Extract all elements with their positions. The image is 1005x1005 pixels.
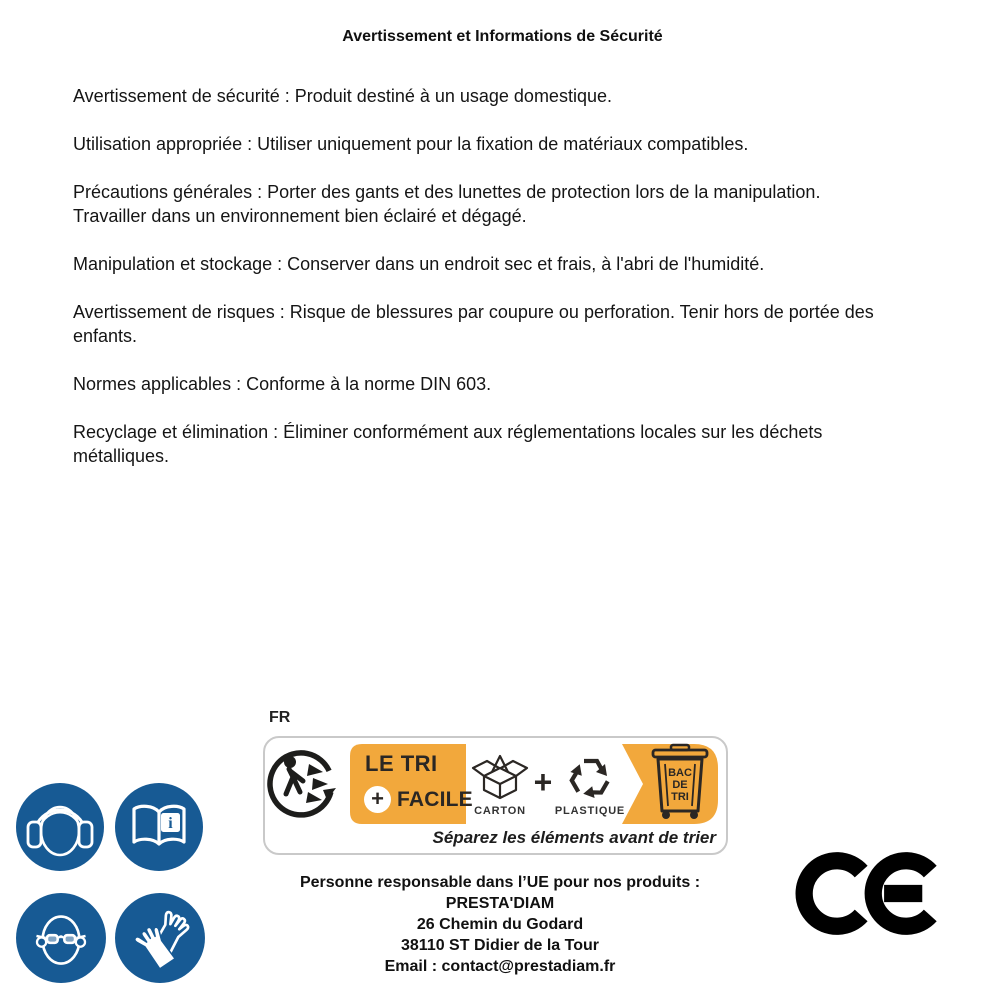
paragraph-line: Avertissement de risques : Risque de blessures par coupure ou perforation. Tenir hors de portée des [73, 302, 874, 322]
paragraph-line: Manipulation et stockage : Conserver dans un endroit sec et frais, à l'abri de l'humidité. [73, 254, 765, 274]
paragraph-avertissement-securite [73, 84, 978, 108]
company-name: PRESTA'DIAM [445, 895, 555, 912]
infotri-plus-icon: + [364, 786, 391, 813]
paragraph-precautions [73, 180, 978, 228]
infotri-headline-line1: LE TRI [365, 751, 438, 776]
paragraph-line: Recyclage et élimination : Éliminer conformément aux réglementations locales sur les déchets [73, 422, 823, 442]
responsible-intro: Personne responsable dans l’UE pour nos produits : [299, 874, 701, 891]
paragraph-line: Normes applicables : Conforme à la norme DIN 603. [73, 374, 492, 394]
material-label-plastique: PLASTIQUE [554, 805, 626, 817]
wear-eye-protection-icon [15, 892, 107, 984]
paragraph-avertissement-risques [73, 300, 978, 348]
country-code-label: FR [269, 709, 291, 726]
wear-ear-protection-icon [15, 782, 105, 872]
paragraph-utilisation [73, 132, 978, 156]
paragraph-normes [73, 372, 978, 396]
paragraph-recyclage [73, 420, 978, 468]
ce-mark-icon [795, 845, 945, 942]
bin-label-line: TRI [671, 791, 689, 803]
contact-email: Email : contact@prestadiam.fr [384, 958, 616, 975]
materials-plus-sign: + [533, 764, 553, 800]
manual-info-letter: i [168, 815, 173, 832]
wear-protective-gloves-icon [114, 892, 206, 984]
triman-logo-icon [270, 753, 336, 815]
paragraph-line: métalliques. [73, 446, 170, 466]
paragraph-line: Utilisation appropriée : Utiliser uniquement pour la fixation de matériaux compatibles. [73, 134, 749, 154]
infotri-recycling-banner [263, 736, 728, 855]
responsible-person-block [250, 872, 750, 977]
read-instruction-manual-icon [114, 782, 204, 872]
paragraph-line: Précautions générales : Porter des gants et des lunettes de protection lors de la manipulation. [73, 182, 821, 202]
paragraph-line: Travailler dans un environnement bien éclairé et dégagé. [73, 206, 527, 226]
address-street: 26 Chemin du Godard [416, 916, 584, 933]
paragraph-manipulation-stockage [73, 252, 978, 276]
bin-label-line: BAC [668, 767, 692, 779]
paragraph-line: enfants. [73, 326, 138, 346]
infotri-tagline: Séparez les éléments avant de trier [432, 828, 716, 847]
material-label-carton: CARTON [474, 805, 526, 817]
bin-label-line: DE [672, 779, 688, 791]
address-city: 38110 ST Didier de la Tour [401, 937, 599, 954]
paragraph-line: Avertissement de sécurité : Produit destiné à un usage domestique. [73, 86, 612, 106]
infotri-headline-line2: FACILE [397, 788, 473, 811]
safety-paragraphs [73, 84, 978, 492]
page-title: Avertissement et Informations de Sécurité [342, 28, 663, 45]
